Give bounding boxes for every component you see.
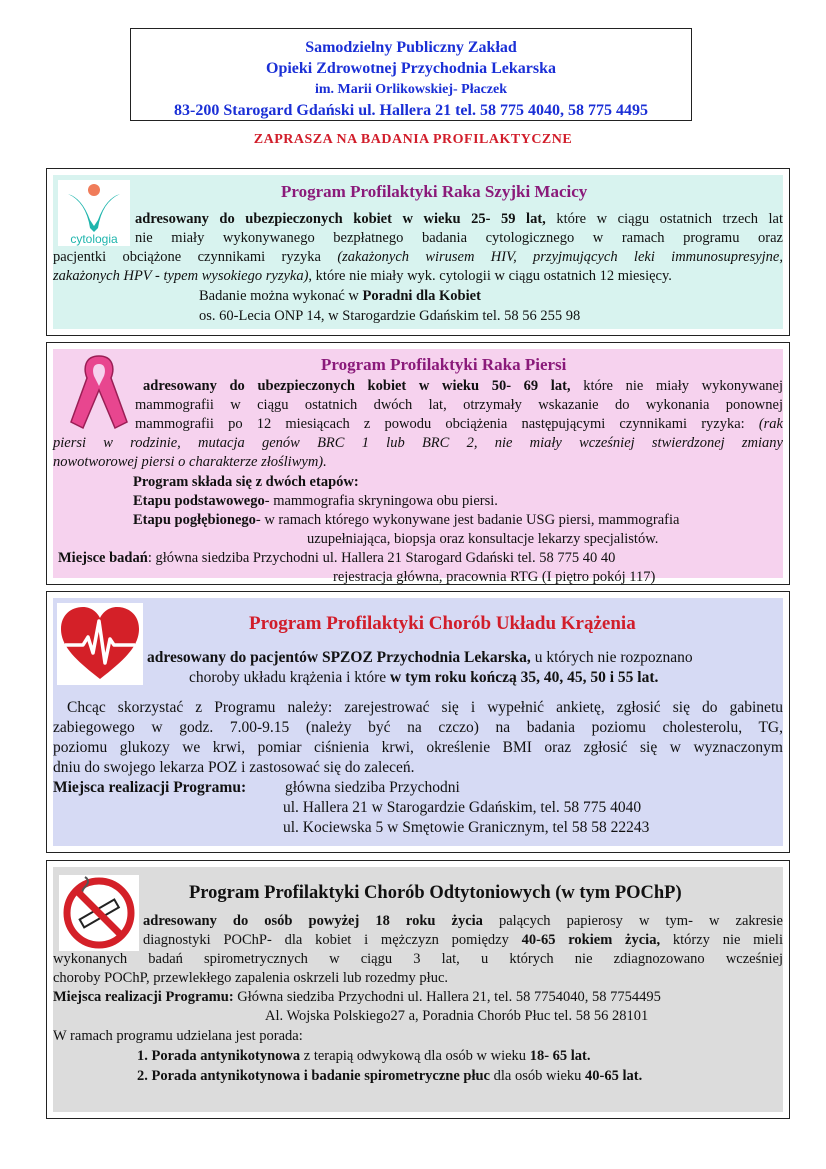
program-cervical-line4: zakażonych HPV - typem wysokiego ryzyka), które nie miały wyk. cytologii w ciągu ostatnich 12 miesięcy. <box>53 268 672 284</box>
program-cardio-para3: poziomu glukozy we krwi, pomiar ciśnienia krwi, określenie BMI oraz zgłosić się w wyznaczonym <box>53 739 783 756</box>
program-breast-title: Program Profilaktyki Raka Piersi <box>321 355 567 374</box>
program-cardio-title: Program Profilaktyki Chorób Układu Krążenia <box>249 613 636 634</box>
program-cardio-place3: ul. Kociewska 5 w Smętowie Granicznym, tel 58 58 22243 <box>283 819 650 836</box>
cytology-logo-icon: cytologia <box>58 180 130 246</box>
program-cardio-audience-cont: choroby układu krążenia i które w tym roku kończą 35, 40, 45, 50 i 55 lat. <box>189 669 659 686</box>
program-tobacco-item2: 2. Porada antynikotynowa i badanie spirometryczne płuc dla osób wieku 40-65 lat. <box>137 1068 643 1084</box>
program-cardio-box <box>46 591 790 853</box>
invite-heading: ZAPRASZA NA BADANIA PROFILAKTYCZNE <box>253 132 573 147</box>
program-cervical-line3: pacjentki obciążone czynnikami ryzyka (zakażonych wirusem HIV, przyjmujących leki immunosupresyjne, <box>53 249 783 265</box>
program-breast-stage2-cont: uzupełniająca, biopsja oraz konsultacje lekarzy specjalistów. <box>307 531 659 547</box>
program-cardio-audience: adresowany do pacjentów SPZOZ Przychodnia Lekarska, u których nie rozpoznano <box>147 649 693 666</box>
program-cardio-place2: ul. Hallera 21 w Starogardzie Gdańskim, tel. 58 775 4040 <box>283 799 642 816</box>
program-cervical-title: Program Profilaktyki Raka Szyjki Macicy <box>281 182 588 201</box>
program-breast-audience: adresowany do ubezpieczonych kobiet w wieku 50- 69 lat, które nie miały wykonywanej <box>143 378 783 394</box>
clinic-name-line1: Samodzielny Publiczny Zakład <box>305 39 517 56</box>
program-tobacco-line2: diagnostyki POChP- dla kobiet i mężczyzn pomiędzy 40-65 rokiem życia, którzy nie mieli <box>143 932 783 948</box>
program-tobacco-line3: wykonanych badań spirometrycznych w ciągu 3 lat, u których nie zdiagnozowano wcześniej <box>53 951 783 967</box>
program-cervical-box <box>46 168 790 336</box>
program-breast-box <box>46 342 790 585</box>
clinic-header <box>130 28 692 121</box>
program-breast-place: Miejsce badań: główna siedziba Przychodni ul. Hallera 21 Starogard Gdański tel. 58 775 40 40 <box>58 550 616 566</box>
program-cervical-audience: adresowany do ubezpieczonych kobiet w wieku 25- 59 lat, które w ciągu ostatnich trzech lat <box>135 211 783 227</box>
heart-pulse-icon <box>57 603 143 685</box>
program-breast-stage1: Etapu podstawowego- mammografia skryningowa obu piersi. <box>133 493 498 509</box>
program-tobacco-advice: W ramach programu udzielana jest porada: <box>53 1028 303 1044</box>
program-tobacco-audience: adresowany do osób powyżej 18 roku życia palących papierosy w tym- w zakresie <box>143 913 783 929</box>
program-tobacco-place2: Al. Wojska Polskiego27 a, Poradnia Chorób Płuc tel. 58 56 28101 <box>265 1008 649 1024</box>
program-breast-line5: nowotworowej piersi o charakterze złośliwym). <box>53 454 327 470</box>
program-tobacco-item1: 1. Porada antynikotynowa z terapią odwykową dla osób w wieku 18- 65 lat. <box>137 1048 591 1064</box>
program-tobacco-box <box>46 860 790 1119</box>
program-breast-line4: piersi w rodzinie, mutacja genów BRC 1 lub BRC 2, nie miały wcześniej stwierdzonej zmiany <box>53 435 783 451</box>
clinic-name-line2: Opieki Zdrowotnej Przychodnia Lekarska <box>266 60 556 77</box>
program-cervical-place: Badanie można wykonać w Poradni dla Kobiet <box>199 288 481 304</box>
clinic-patron: im. Marii Orlikowskiej- Płaczek <box>314 82 508 97</box>
program-tobacco-title: Program Profilaktyki Chorób Odtytoniowych (w tym POChP) <box>189 883 682 903</box>
program-breast-stage2: Etapu pogłębionego- w ramach którego wykonywane jest badanie USG piersi, mammografia <box>133 512 680 528</box>
program-tobacco-place: Miejsca realizacji Programu: Główna siedziba Przychodni ul. Hallera 21, tel. 58 7754040, 58 7754495 <box>53 989 661 1005</box>
program-tobacco-line4: choroby POChP, przewlekłego zapalenia oskrzeli lub rozedmy płuc. <box>53 970 449 986</box>
program-cardio-para4: dniu do swojego lekarza POZ i zastosować się do zaleceń. <box>53 759 415 776</box>
no-smoking-icon <box>59 875 139 951</box>
program-cervical-line2: nie miały wykonywanego bezpłatnego badania cytologicznego w ramach programu oraz <box>135 230 783 246</box>
program-cardio-para1: Chcąc skorzystać z Programu należy: zarejestrować się i wypełnić ankietę, zgłosić się do gabinetu <box>67 699 783 716</box>
program-breast-line2: mammografii w ciągu ostatnich dwóch lat, otrzymały wskazanie do wykonania ponownej <box>135 397 783 413</box>
program-cardio-place1: główna siedziba Przychodni <box>285 779 460 796</box>
program-cardio-place-label: Miejsca realizacji Programu: <box>53 779 247 796</box>
pink-ribbon-icon <box>61 352 137 432</box>
clinic-address: 83-200 Starogard Gdański ul. Hallera 21 tel. 58 775 4040, 58 775 4495 <box>174 102 648 119</box>
program-cardio-para2: zabiegowego w godz. 7.00-9.15 (należy być na czczo) na badania poziomu cholesterolu, TG, <box>53 719 783 736</box>
program-cervical-address: os. 60-Lecia ONP 14, w Starogardzie Gdańskim tel. 58 56 255 98 <box>199 308 581 324</box>
program-breast-place-cont: rejestracja główna, pracownia RTG (I piętro pokój 117) <box>333 569 656 585</box>
program-breast-line3: mammografii po 12 miesiącach z powodu obciążenia następującymi czynnikami ryzyka: (rak <box>135 416 783 432</box>
program-breast-stages-title: Program składa się z dwóch etapów: <box>133 474 359 490</box>
